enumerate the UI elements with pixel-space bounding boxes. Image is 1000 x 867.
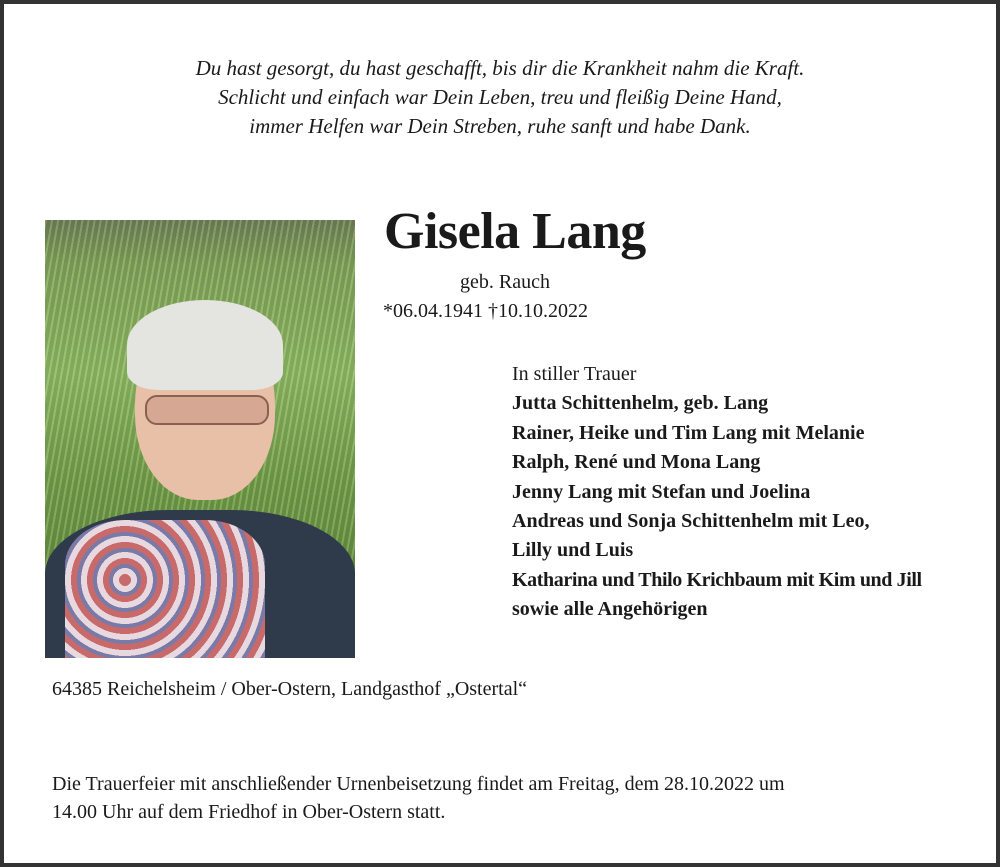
mourner-line: Andreas und Sonja Schittenhelm mit Leo, — [512, 510, 870, 533]
ceremony-line: Die Trauerfeier mit anschließender Urnenbeisetzung findet am Freitag, dem 28.10.2022 um — [52, 773, 785, 795]
memorial-poem — [0, 54, 1000, 141]
mourners-list — [512, 360, 922, 625]
address: 64385 Reichelsheim / Ober-Ostern, Landgasthof „Ostertal“ — [52, 678, 528, 700]
mourner-line: Katharina und Thilo Krichbaum mit Kim und Jill — [512, 568, 922, 591]
mourner-line: Lilly und Luis — [512, 539, 634, 562]
ceremony-info — [52, 770, 992, 826]
poem-line: Schlicht und einfach war Dein Leben, treu und fleißig Deine Hand, — [218, 85, 782, 109]
maiden-name: geb. Rauch — [460, 271, 550, 293]
ceremony-line: 14.00 Uhr auf dem Friedhof in Ober-Ostern statt. — [52, 801, 446, 823]
mourner-line: Ralph, René und Mona Lang — [512, 451, 761, 474]
poem-line: immer Helfen war Dein Streben, ruhe sanft und habe Dank. — [249, 114, 751, 138]
mourner-line: Jutta Schittenhelm, geb. Lang — [512, 392, 769, 415]
mourners-intro: In stiller Trauer — [512, 363, 637, 385]
poem-line: Du hast gesorgt, du hast geschafft, bis dir die Krankheit nahm die Kraft. — [195, 56, 805, 80]
mourner-line: Jenny Lang mit Stefan und Joelina — [512, 480, 811, 503]
deceased-name: Gisela Lang — [384, 203, 646, 260]
mourner-line: sowie alle Angehörigen — [512, 598, 708, 621]
mourner-line: Rainer, Heike und Tim Lang mit Melanie — [512, 421, 865, 444]
life-dates: *06.04.1941 †10.10.2022 — [383, 300, 588, 322]
portrait-photo — [45, 220, 355, 658]
